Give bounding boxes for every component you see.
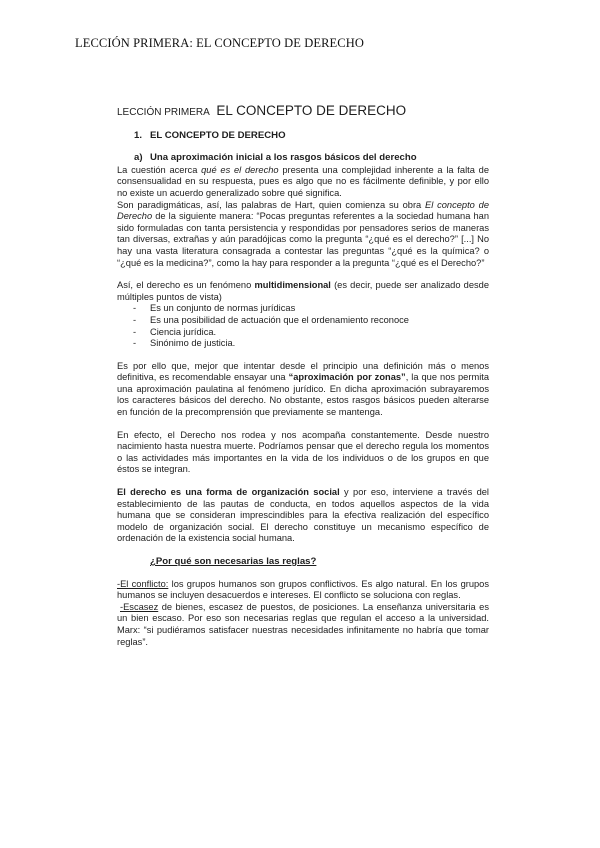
- text-run: Así, el derecho es un fenómeno: [117, 280, 255, 291]
- paragraph-scarcity: [117, 602, 489, 648]
- text-run: de la siguiente manera: “Pocas preguntas referentes a la sociedad humana han sido formuladas con tanta persistencia y respondidas por pensadores serios de maneras tan diversas, extrañas y aún paradójicas como la pregunta “¿qué es el derecho?” [...] No hay una vasta literatura consagrada a contestar las preguntas “¿qué es la química? o “¿qué es la medicina?”, como la hay para responder a la pregunta “¿qué es el Derecho?”: [117, 211, 489, 268]
- dimensions-list: [117, 303, 489, 349]
- document-title: [117, 105, 489, 119]
- paragraph-approximation: [117, 361, 489, 419]
- section-heading: [134, 130, 489, 142]
- list-item: - Es una posibilidad de actuación que el ordenamiento reconoce: [133, 315, 489, 327]
- text-run-bold: “aproximación por zonas”: [288, 372, 406, 383]
- paragraph-social-organization: [117, 487, 489, 545]
- text-run-bold: multidimensional: [254, 280, 331, 291]
- text-run: La cuestión acerca: [117, 164, 202, 175]
- text-run-underlined: -El conflicto:: [117, 578, 169, 589]
- text-run-underlined: -Escasez: [120, 601, 159, 612]
- text-run: , la que nos permita una aproximación paulatina al fenómeno jurídico. En dicha aproximación subrayaremos los caracteres básicos del derecho. No obstante, estos rasgos básicos pueden alterarse en función de la precomprensión que previamente se mantenga.: [117, 372, 490, 418]
- title-main: EL CONCEPTO DE DERECHO: [216, 103, 407, 118]
- list-item: - Ciencia jurídica.: [133, 327, 489, 339]
- subsection-heading: [134, 152, 489, 164]
- list-item: - Es un conjunto de normas jurídicas: [133, 303, 489, 315]
- text-run: (es decir, puede ser analizado desde múltiples puntos de vista): [117, 280, 489, 302]
- paragraph-conflict: [117, 579, 489, 602]
- text-run: de bienes, escasez de puestos, de posiciones. La enseñanza universitaria es un bien escaso. Por eso son necesarias reglas que regulan el acceso a la universidad. Marx: “si pudiéramos satisfacer nuestras necesidades infinitamente no habría que tomar reglas”.: [117, 601, 489, 647]
- text-run: los grupos humanos son grupos conflictivos. Es algo natural. En los grupos humanos se incluyen desacuerdos e intereses. El conflicto se soluciona con reglas.: [117, 578, 489, 601]
- title-lesson: LECCIÓN PRIMERA: [117, 107, 210, 118]
- text-run: Son paradigmáticas, así, las palabras de Hart, quien comienza su obra: [117, 199, 426, 210]
- text-run-italic: qué es el derecho: [201, 164, 279, 175]
- document-body: [117, 105, 489, 648]
- section-number: 1.: [134, 129, 143, 141]
- running-header: LECCIÓN PRIMERA: EL CONCEPTO DE DERECHO: [75, 36, 364, 50]
- paragraph-multidimensional: [117, 280, 489, 303]
- list-item: - Sinónimo de justicia.: [133, 338, 489, 350]
- text-run: presenta una complejidad inherente a la falta de consensualidad en su respuesta, pues es algo que no es fácilmente definible, y por ello no existe un acuerdo generalizado sobre qué significa.: [117, 164, 489, 198]
- subsection-letter: a): [134, 152, 143, 164]
- rules-question-heading: ¿Por qué son necesarias las reglas?: [150, 556, 317, 567]
- paragraph-hart-quote: [117, 200, 489, 270]
- text-run: Es por ello que, mejor que intentar desde el principio una definición más o menos definitiva, es recomendable ensayar una: [117, 360, 489, 383]
- text-run: y por eso, interviene a través del establecimiento de las pautas de conducta, en todos aquellos aspectos de la vida humana que se consideran imprescindibles para la efectiva realización del específico modelo de organización social. El derecho constituye un mecanismo específico de ordenación de la existencia social humana.: [117, 487, 489, 544]
- text-run-italic: El concepto de Derecho: [117, 199, 489, 222]
- text-run-bold: El derecho es una forma de organización social: [117, 487, 340, 498]
- paragraph-intro: [117, 165, 489, 200]
- paragraph-in-effect: En efecto, el Derecho nos rodea y nos acompaña constantemente. Desde nuestro nacimiento hasta nuestra muerte. Podríamos pensar que el derecho regula los momentos o las actividades más importantes en la vida de los individuos o de los grupos en que éstos se integran.: [117, 429, 489, 475]
- section-label: EL CONCEPTO DE DERECHO: [150, 129, 286, 141]
- subsection-label: Una aproximación inicial a los rasgos básicos del derecho: [150, 152, 417, 164]
